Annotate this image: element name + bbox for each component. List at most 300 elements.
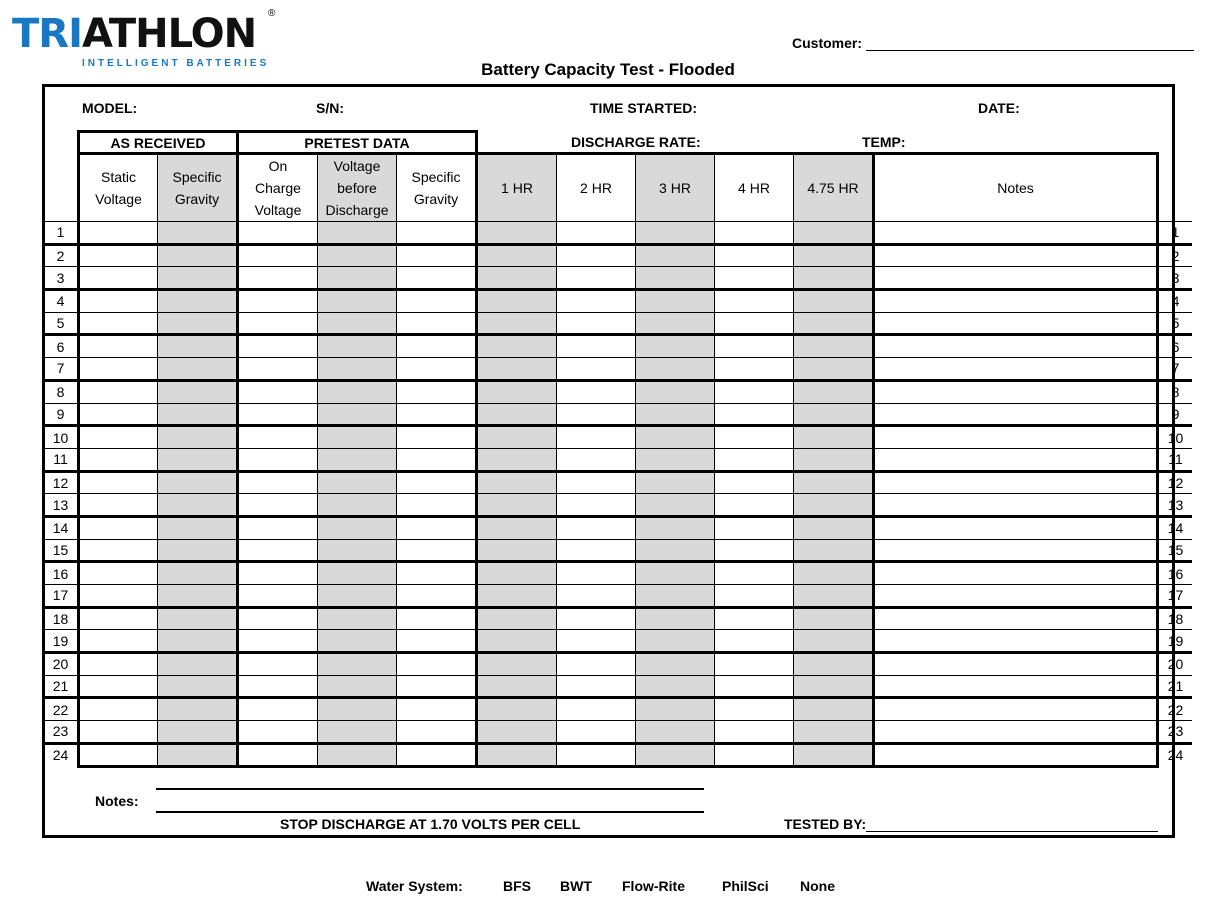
data-cell[interactable] xyxy=(79,471,158,494)
data-cell[interactable] xyxy=(715,698,794,721)
data-cell[interactable] xyxy=(158,312,238,335)
data-cell[interactable] xyxy=(238,494,318,517)
data-cell[interactable] xyxy=(557,607,636,630)
data-cell[interactable] xyxy=(636,244,715,267)
data-cell[interactable] xyxy=(397,698,477,721)
data-cell[interactable] xyxy=(794,585,874,608)
data-cell[interactable] xyxy=(477,403,557,426)
data-cell[interactable] xyxy=(636,380,715,403)
data-cell[interactable] xyxy=(874,562,1158,585)
data-cell[interactable] xyxy=(794,335,874,358)
data-cell[interactable] xyxy=(477,335,557,358)
data-cell[interactable] xyxy=(158,721,238,744)
data-cell[interactable] xyxy=(318,743,397,766)
data-cell[interactable] xyxy=(397,494,477,517)
data-cell[interactable] xyxy=(318,471,397,494)
data-cell[interactable] xyxy=(318,267,397,290)
data-cell[interactable] xyxy=(636,630,715,653)
data-cell[interactable] xyxy=(318,403,397,426)
row-number: 24 xyxy=(44,743,79,766)
data-cell[interactable] xyxy=(874,403,1158,426)
data-cell[interactable] xyxy=(715,426,794,449)
data-cell[interactable] xyxy=(158,471,238,494)
data-cell[interactable] xyxy=(636,675,715,698)
data-cell[interactable] xyxy=(158,244,238,267)
data-cell[interactable] xyxy=(158,607,238,630)
data-cell[interactable] xyxy=(715,448,794,471)
data-cell[interactable] xyxy=(477,585,557,608)
row-number-right: 5 xyxy=(1158,312,1193,335)
row-number: 22 xyxy=(44,698,79,721)
data-cell[interactable] xyxy=(874,698,1158,721)
data-cell[interactable] xyxy=(397,312,477,335)
data-cell[interactable] xyxy=(794,653,874,676)
data-cell[interactable] xyxy=(636,494,715,517)
data-cell[interactable] xyxy=(874,630,1158,653)
data-cell[interactable] xyxy=(874,312,1158,335)
data-cell[interactable] xyxy=(238,675,318,698)
data-cell[interactable] xyxy=(79,743,158,766)
data-cell[interactable] xyxy=(794,562,874,585)
data-cell[interactable] xyxy=(158,675,238,698)
data-cell[interactable] xyxy=(238,653,318,676)
row-number: 5 xyxy=(44,312,79,335)
data-cell[interactable] xyxy=(874,380,1158,403)
data-cell[interactable] xyxy=(794,630,874,653)
data-cell[interactable] xyxy=(794,471,874,494)
data-cell[interactable] xyxy=(794,267,874,290)
row-number: 21 xyxy=(44,675,79,698)
data-cell[interactable] xyxy=(158,290,238,313)
data-cell[interactable] xyxy=(636,585,715,608)
data-cell[interactable] xyxy=(636,426,715,449)
row-number: 4 xyxy=(44,290,79,313)
data-cell[interactable] xyxy=(874,358,1158,381)
data-cell[interactable] xyxy=(874,244,1158,267)
data-cell[interactable] xyxy=(715,630,794,653)
data-cell[interactable] xyxy=(715,290,794,313)
data-cell[interactable] xyxy=(715,721,794,744)
data-cell[interactable] xyxy=(794,698,874,721)
data-cell[interactable] xyxy=(874,585,1158,608)
data-cell[interactable] xyxy=(715,380,794,403)
data-cell[interactable] xyxy=(79,448,158,471)
data-cell[interactable] xyxy=(874,335,1158,358)
data-cell[interactable] xyxy=(794,403,874,426)
tested-by-field[interactable] xyxy=(866,831,1158,832)
data-cell[interactable] xyxy=(318,539,397,562)
data-cell[interactable] xyxy=(477,312,557,335)
data-cell[interactable] xyxy=(557,653,636,676)
data-cell[interactable] xyxy=(397,426,477,449)
customer-field[interactable] xyxy=(866,50,1194,51)
data-cell[interactable] xyxy=(79,380,158,403)
data-cell[interactable] xyxy=(715,516,794,539)
data-cell[interactable] xyxy=(477,426,557,449)
data-cell[interactable] xyxy=(636,698,715,721)
data-cell[interactable] xyxy=(238,585,318,608)
data-cell[interactable] xyxy=(715,244,794,267)
data-cell[interactable] xyxy=(238,426,318,449)
data-cell[interactable] xyxy=(158,335,238,358)
data-cell[interactable] xyxy=(79,312,158,335)
data-cell[interactable] xyxy=(79,698,158,721)
data-cell[interactable] xyxy=(158,267,238,290)
data-cell[interactable] xyxy=(238,630,318,653)
data-cell[interactable] xyxy=(79,675,158,698)
data-cell[interactable] xyxy=(794,312,874,335)
data-cell[interactable] xyxy=(557,448,636,471)
data-cell[interactable] xyxy=(636,653,715,676)
table-row xyxy=(44,743,1192,766)
data-cell[interactable] xyxy=(158,562,238,585)
data-cell[interactable] xyxy=(318,290,397,313)
data-cell[interactable] xyxy=(874,222,1158,245)
data-cell[interactable] xyxy=(715,471,794,494)
data-cell[interactable] xyxy=(79,403,158,426)
data-cell[interactable] xyxy=(79,290,158,313)
data-cell[interactable] xyxy=(794,426,874,449)
row-number: 17 xyxy=(44,585,79,608)
data-cell[interactable] xyxy=(238,607,318,630)
data-cell[interactable] xyxy=(874,743,1158,766)
row-number-right: 16 xyxy=(1158,562,1193,585)
data-cell[interactable] xyxy=(318,653,397,676)
data-cell[interactable] xyxy=(557,403,636,426)
data-cell[interactable] xyxy=(397,721,477,744)
data-cell[interactable] xyxy=(477,698,557,721)
table-row xyxy=(44,222,1192,245)
water-option-bwt[interactable]: BWT xyxy=(560,878,592,894)
data-cell[interactable] xyxy=(79,539,158,562)
data-cell[interactable] xyxy=(794,222,874,245)
data-cell[interactable] xyxy=(397,516,477,539)
data-cell[interactable] xyxy=(477,607,557,630)
data-cell[interactable] xyxy=(318,675,397,698)
data-cell[interactable] xyxy=(79,244,158,267)
water-option-bfs[interactable]: BFS xyxy=(503,878,531,894)
data-cell[interactable] xyxy=(794,607,874,630)
data-cell[interactable] xyxy=(477,244,557,267)
data-cell[interactable] xyxy=(397,403,477,426)
data-cell[interactable] xyxy=(79,426,158,449)
data-cell[interactable] xyxy=(397,743,477,766)
data-cell[interactable] xyxy=(318,222,397,245)
data-cell[interactable] xyxy=(238,403,318,426)
data-cell[interactable] xyxy=(477,494,557,517)
page-title: Battery Capacity Test - Flooded xyxy=(481,60,735,79)
data-cell[interactable] xyxy=(397,244,477,267)
data-cell[interactable] xyxy=(557,675,636,698)
data-cell[interactable] xyxy=(874,290,1158,313)
data-cell[interactable] xyxy=(397,630,477,653)
data-cell[interactable] xyxy=(158,743,238,766)
data-cell[interactable] xyxy=(238,380,318,403)
data-cell[interactable] xyxy=(636,335,715,358)
data-cell[interactable] xyxy=(79,222,158,245)
data-cell[interactable] xyxy=(794,516,874,539)
data-cell[interactable] xyxy=(557,267,636,290)
data-cell[interactable] xyxy=(477,290,557,313)
data-cell[interactable] xyxy=(794,675,874,698)
data-cell[interactable] xyxy=(636,358,715,381)
data-cell[interactable] xyxy=(477,539,557,562)
data-cell[interactable] xyxy=(238,471,318,494)
column-header: On Charge Voltage xyxy=(238,154,318,222)
data-cell[interactable] xyxy=(318,630,397,653)
data-cell[interactable] xyxy=(636,721,715,744)
data-cell[interactable] xyxy=(557,698,636,721)
data-cell[interactable] xyxy=(557,222,636,245)
data-cell[interactable] xyxy=(794,494,874,517)
data-cell[interactable] xyxy=(557,743,636,766)
data-cell[interactable] xyxy=(557,358,636,381)
data-cell[interactable] xyxy=(158,585,238,608)
data-cell[interactable] xyxy=(397,358,477,381)
data-cell[interactable] xyxy=(158,494,238,517)
data-cell[interactable] xyxy=(158,426,238,449)
water-option-flow-rite[interactable]: Flow-Rite xyxy=(622,878,685,894)
data-cell[interactable] xyxy=(557,426,636,449)
data-cell[interactable] xyxy=(397,653,477,676)
data-cell[interactable] xyxy=(318,607,397,630)
table-row xyxy=(44,244,1192,267)
data-cell[interactable] xyxy=(557,335,636,358)
data-cell[interactable] xyxy=(557,312,636,335)
data-cell[interactable] xyxy=(477,653,557,676)
data-cell[interactable] xyxy=(477,267,557,290)
data-cell[interactable] xyxy=(636,267,715,290)
data-cell[interactable] xyxy=(557,630,636,653)
data-cell[interactable] xyxy=(557,244,636,267)
data-cell[interactable] xyxy=(557,290,636,313)
data-cell[interactable] xyxy=(874,675,1158,698)
data-cell[interactable] xyxy=(397,675,477,698)
data-cell[interactable] xyxy=(557,721,636,744)
data-cell[interactable] xyxy=(158,222,238,245)
data-cell[interactable] xyxy=(158,380,238,403)
data-cell[interactable] xyxy=(715,335,794,358)
data-cell[interactable] xyxy=(874,653,1158,676)
data-cell[interactable] xyxy=(636,516,715,539)
data-cell[interactable] xyxy=(715,562,794,585)
data-cell[interactable] xyxy=(318,721,397,744)
data-cell[interactable] xyxy=(397,539,477,562)
data-cell[interactable] xyxy=(715,403,794,426)
data-cell[interactable] xyxy=(557,380,636,403)
table-row xyxy=(44,494,1192,517)
data-cell[interactable] xyxy=(794,448,874,471)
data-cell[interactable] xyxy=(794,721,874,744)
data-cell[interactable] xyxy=(79,653,158,676)
data-cell[interactable] xyxy=(79,267,158,290)
data-cell[interactable] xyxy=(397,585,477,608)
data-cell[interactable] xyxy=(318,358,397,381)
data-cell[interactable] xyxy=(794,539,874,562)
data-cell[interactable] xyxy=(477,630,557,653)
data-cell[interactable] xyxy=(397,448,477,471)
data-cell[interactable] xyxy=(238,539,318,562)
data-cell[interactable] xyxy=(318,380,397,403)
data-cell[interactable] xyxy=(238,448,318,471)
data-cell[interactable] xyxy=(477,743,557,766)
data-cell[interactable] xyxy=(874,426,1158,449)
data-cell[interactable] xyxy=(715,312,794,335)
data-cell[interactable] xyxy=(238,698,318,721)
data-cell[interactable] xyxy=(158,516,238,539)
data-cell[interactable] xyxy=(158,698,238,721)
data-cell[interactable] xyxy=(397,380,477,403)
data-cell[interactable] xyxy=(715,267,794,290)
data-cell[interactable] xyxy=(238,312,318,335)
data-cell[interactable] xyxy=(874,471,1158,494)
data-cell[interactable] xyxy=(318,494,397,517)
data-cell[interactable] xyxy=(636,562,715,585)
data-cell[interactable] xyxy=(794,290,874,313)
data-cell[interactable] xyxy=(636,743,715,766)
data-cell[interactable] xyxy=(477,471,557,494)
row-number-right: 10 xyxy=(1158,426,1193,449)
notes-line-2[interactable] xyxy=(156,811,704,813)
data-cell[interactable] xyxy=(715,585,794,608)
data-cell[interactable] xyxy=(79,358,158,381)
data-cell[interactable] xyxy=(874,539,1158,562)
data-cell[interactable] xyxy=(79,516,158,539)
data-cell[interactable] xyxy=(715,222,794,245)
data-cell[interactable] xyxy=(397,335,477,358)
data-cell[interactable] xyxy=(874,721,1158,744)
data-cell[interactable] xyxy=(79,494,158,517)
data-cell[interactable] xyxy=(79,562,158,585)
data-cell[interactable] xyxy=(715,539,794,562)
data-cell[interactable] xyxy=(318,698,397,721)
data-cell[interactable] xyxy=(557,562,636,585)
data-cell[interactable] xyxy=(79,721,158,744)
data-cell[interactable] xyxy=(158,630,238,653)
time-started-label: TIME STARTED: xyxy=(590,100,698,116)
data-cell[interactable] xyxy=(715,494,794,517)
data-cell[interactable] xyxy=(477,380,557,403)
data-cell[interactable] xyxy=(318,335,397,358)
row-number-right: 13 xyxy=(1158,494,1193,517)
data-cell[interactable] xyxy=(636,471,715,494)
stop-discharge-text: STOP DISCHARGE AT 1.70 VOLTS PER CELL xyxy=(280,816,581,832)
row-number: 1 xyxy=(44,222,79,245)
data-cell[interactable] xyxy=(715,653,794,676)
data-cell[interactable] xyxy=(477,222,557,245)
data-cell[interactable] xyxy=(238,267,318,290)
data-cell[interactable] xyxy=(715,675,794,698)
data-cell[interactable] xyxy=(397,222,477,245)
data-cell[interactable] xyxy=(715,743,794,766)
data-cell[interactable] xyxy=(794,743,874,766)
data-cell[interactable] xyxy=(238,516,318,539)
data-cell[interactable] xyxy=(477,358,557,381)
data-cell[interactable] xyxy=(318,562,397,585)
row-number-right: 18 xyxy=(1158,607,1193,630)
column-header: Specific Gravity xyxy=(397,154,477,222)
table-row xyxy=(44,585,1192,608)
data-cell[interactable] xyxy=(715,358,794,381)
data-cell[interactable] xyxy=(238,335,318,358)
data-cell[interactable] xyxy=(79,585,158,608)
data-cell[interactable] xyxy=(874,516,1158,539)
data-cell[interactable] xyxy=(318,426,397,449)
data-cell[interactable] xyxy=(238,562,318,585)
data-cell[interactable] xyxy=(477,516,557,539)
data-cell[interactable] xyxy=(158,403,238,426)
data-cell[interactable] xyxy=(318,244,397,267)
row-number-right: 12 xyxy=(1158,471,1193,494)
data-cell[interactable] xyxy=(397,607,477,630)
water-option-none[interactable]: None xyxy=(800,878,835,894)
data-cell[interactable] xyxy=(238,290,318,313)
row-number: 18 xyxy=(44,607,79,630)
data-cell[interactable] xyxy=(318,312,397,335)
data-cell[interactable] xyxy=(158,448,238,471)
notes-line-1[interactable] xyxy=(156,788,704,790)
data-cell[interactable] xyxy=(238,743,318,766)
data-cell[interactable] xyxy=(557,539,636,562)
data-cell[interactable] xyxy=(715,607,794,630)
data-cell[interactable] xyxy=(557,585,636,608)
data-cell[interactable] xyxy=(397,471,477,494)
data-cell[interactable] xyxy=(477,675,557,698)
water-option-philsci[interactable]: PhilSci xyxy=(722,878,769,894)
data-cell[interactable] xyxy=(636,448,715,471)
data-cell[interactable] xyxy=(874,494,1158,517)
data-cell[interactable] xyxy=(79,607,158,630)
data-cell[interactable] xyxy=(158,358,238,381)
data-cell[interactable] xyxy=(794,358,874,381)
data-cell[interactable] xyxy=(318,448,397,471)
data-cell[interactable] xyxy=(557,516,636,539)
table-row xyxy=(44,426,1192,449)
data-cell[interactable] xyxy=(397,267,477,290)
data-cell[interactable] xyxy=(238,721,318,744)
data-cell[interactable] xyxy=(397,290,477,313)
data-cell[interactable] xyxy=(794,244,874,267)
data-cell[interactable] xyxy=(158,539,238,562)
data-cell[interactable] xyxy=(636,539,715,562)
data-cell[interactable] xyxy=(636,222,715,245)
data-cell[interactable] xyxy=(158,653,238,676)
table-row xyxy=(44,607,1192,630)
data-cell[interactable] xyxy=(874,448,1158,471)
data-cell[interactable] xyxy=(477,448,557,471)
data-cell[interactable] xyxy=(794,380,874,403)
data-cell[interactable] xyxy=(397,562,477,585)
table-row xyxy=(44,471,1192,494)
data-cell[interactable] xyxy=(477,562,557,585)
data-cell[interactable] xyxy=(557,471,636,494)
data-cell[interactable] xyxy=(79,335,158,358)
data-cell[interactable] xyxy=(636,290,715,313)
data-cell[interactable] xyxy=(874,607,1158,630)
data-cell[interactable] xyxy=(557,494,636,517)
data-cell[interactable] xyxy=(238,244,318,267)
data-cell[interactable] xyxy=(238,222,318,245)
data-cell[interactable] xyxy=(636,607,715,630)
data-cell[interactable] xyxy=(238,358,318,381)
data-cell[interactable] xyxy=(636,403,715,426)
data-cell[interactable] xyxy=(636,312,715,335)
data-cell[interactable] xyxy=(477,721,557,744)
data-cell[interactable] xyxy=(79,630,158,653)
data-cell[interactable] xyxy=(318,516,397,539)
data-cell[interactable] xyxy=(874,267,1158,290)
data-cell[interactable] xyxy=(318,585,397,608)
